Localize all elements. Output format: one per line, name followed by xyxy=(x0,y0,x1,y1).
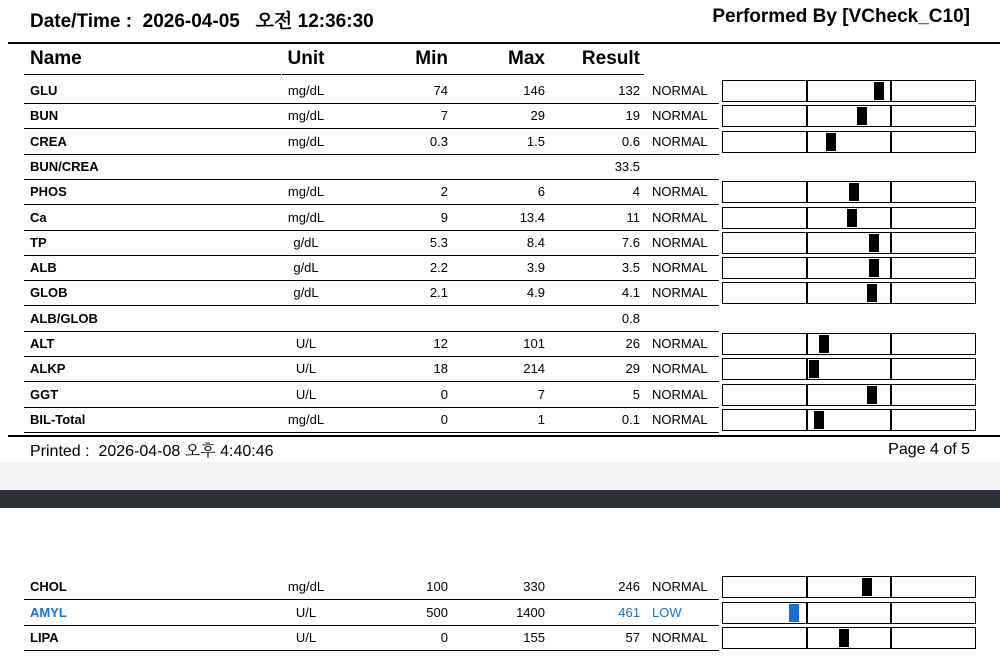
range-gauge xyxy=(722,602,976,624)
header-divider xyxy=(8,42,1000,44)
gauge-marker xyxy=(857,107,867,125)
table-row xyxy=(0,230,1000,255)
cell-result: 57 xyxy=(625,630,640,645)
gauge-range-divider xyxy=(806,577,808,597)
gauge-range-divider xyxy=(806,132,808,152)
table-row xyxy=(0,154,1000,179)
cell-status: NORMAL xyxy=(652,579,708,594)
range-gauge xyxy=(722,627,976,649)
cell-status: NORMAL xyxy=(652,285,708,301)
range-gauge xyxy=(722,576,976,598)
cell-min: 12 xyxy=(433,336,448,351)
range-gauge xyxy=(722,333,976,355)
gauge-range-divider xyxy=(890,603,892,623)
cell-unit: g/dL xyxy=(293,234,319,250)
gauge-range-divider xyxy=(890,258,892,278)
gauge-range-divider xyxy=(806,208,808,228)
table-row xyxy=(0,407,1000,432)
cell-max: 13.4 xyxy=(519,209,545,225)
range-gauge xyxy=(722,384,976,406)
row-divider xyxy=(24,650,719,651)
cell-name: ALB/GLOB xyxy=(30,310,98,326)
table-row xyxy=(0,205,1000,230)
cell-name: GGT xyxy=(30,386,59,402)
cell-min: 74 xyxy=(433,83,448,98)
cell-status: NORMAL xyxy=(652,108,708,124)
cell-result: 29 xyxy=(625,361,640,377)
gauge-range-divider xyxy=(890,81,892,101)
cell-status: NORMAL xyxy=(652,336,708,351)
cell-unit: U/L xyxy=(295,630,317,645)
page-number: Page 4 of 5 xyxy=(888,441,970,458)
cell-name: ALT xyxy=(30,336,55,351)
cell-name: AMYL xyxy=(30,604,67,620)
gauge-marker xyxy=(869,259,879,277)
cell-max: 8.4 xyxy=(526,234,545,250)
gauge-range-divider xyxy=(890,283,892,303)
table-row xyxy=(0,255,1000,280)
table-row xyxy=(0,574,1000,599)
cell-max: 29 xyxy=(530,108,545,124)
cell-name: BIL-Total xyxy=(30,411,86,427)
cell-result: 11 xyxy=(626,209,640,225)
cell-result: 4.1 xyxy=(621,285,640,301)
cell-status: NORMAL xyxy=(652,184,708,200)
cell-max: 3.9 xyxy=(526,260,545,276)
table-row xyxy=(0,129,1000,154)
gauge-marker xyxy=(867,386,877,404)
cell-status: NORMAL xyxy=(652,234,708,250)
gauge-marker xyxy=(862,578,872,596)
cell-name: Ca xyxy=(30,209,47,225)
range-gauge xyxy=(722,232,976,254)
printed-timestamp xyxy=(30,438,274,461)
header-underline xyxy=(24,74,281,75)
cell-result: 19 xyxy=(625,108,640,124)
gauge-marker xyxy=(814,411,824,429)
row-divider xyxy=(24,432,719,433)
gauge-range-divider xyxy=(806,385,808,405)
cell-name: ALKP xyxy=(30,361,66,377)
printed-value: 2026-04-08 오후 4:40:46 xyxy=(98,443,274,460)
cell-max: 330 xyxy=(523,579,545,594)
table-row xyxy=(0,382,1000,407)
cell-result: 0.1 xyxy=(621,411,640,427)
gauge-range-divider xyxy=(890,208,892,228)
cell-name: PHOS xyxy=(30,184,67,200)
col-header-max: Max xyxy=(508,48,545,69)
gauge-range-divider xyxy=(806,410,808,430)
cell-name: GLU xyxy=(30,83,58,98)
page-gap xyxy=(0,462,1000,490)
cell-min: 0 xyxy=(440,411,448,427)
cell-max: 1400 xyxy=(516,604,545,620)
cell-max: 101 xyxy=(523,336,545,351)
col-header-name: Name xyxy=(30,48,82,69)
cell-max: 155 xyxy=(523,630,545,645)
cell-min: 0 xyxy=(440,386,448,402)
gauge-range-divider xyxy=(890,334,892,354)
footer-divider xyxy=(8,435,1000,437)
cell-max: 6 xyxy=(537,184,545,200)
table-row xyxy=(0,356,1000,381)
report-datetime xyxy=(30,6,374,33)
cell-status: NORMAL xyxy=(652,133,708,149)
gauge-range-divider xyxy=(806,233,808,253)
range-gauge xyxy=(722,207,976,229)
cell-name: ALB xyxy=(30,260,57,276)
cell-status: NORMAL xyxy=(652,411,708,427)
cell-unit: g/dL xyxy=(293,260,319,276)
cell-status: NORMAL xyxy=(652,83,708,98)
col-header-unit: Unit xyxy=(287,48,325,69)
cell-unit: mg/dL xyxy=(287,133,325,149)
gauge-marker xyxy=(869,234,879,252)
cell-unit: g/dL xyxy=(293,285,319,301)
cell-status: NORMAL xyxy=(652,260,708,276)
cell-unit: U/L xyxy=(295,604,317,620)
cell-min: 2.1 xyxy=(429,285,448,301)
cell-min: 500 xyxy=(426,604,448,620)
col-header-min: Min xyxy=(415,48,448,69)
cell-status: NORMAL xyxy=(652,386,708,402)
cell-max: 1.5 xyxy=(526,133,545,149)
gauge-range-divider xyxy=(806,603,808,623)
cell-unit: mg/dL xyxy=(287,108,325,124)
cell-max: 146 xyxy=(523,83,545,98)
cell-min: 100 xyxy=(426,579,448,594)
gauge-marker xyxy=(839,629,849,647)
gauge-range-divider xyxy=(806,81,808,101)
datetime-label: Date/Time : xyxy=(30,11,133,32)
gauge-range-divider xyxy=(890,628,892,648)
range-gauge xyxy=(722,131,976,153)
cell-name: TP xyxy=(30,234,47,250)
gauge-range-divider xyxy=(806,283,808,303)
gauge-range-divider xyxy=(890,233,892,253)
cell-max: 1 xyxy=(537,411,545,427)
gauge-range-divider xyxy=(806,628,808,648)
cell-result: 3.5 xyxy=(621,260,640,276)
table-row xyxy=(0,331,1000,356)
range-gauge xyxy=(722,181,976,203)
cell-max: 4.9 xyxy=(526,285,545,301)
cell-result: 0.6 xyxy=(621,133,640,149)
cell-min: 7 xyxy=(440,108,448,124)
cell-min: 2 xyxy=(440,184,448,200)
gauge-marker xyxy=(819,335,829,353)
header-underline xyxy=(282,74,644,75)
gauge-range-divider xyxy=(890,132,892,152)
gauge-range-divider xyxy=(806,258,808,278)
gauge-marker xyxy=(874,82,884,100)
gauge-marker xyxy=(867,284,877,302)
gauge-marker xyxy=(809,360,819,378)
gauge-range-divider xyxy=(890,359,892,379)
cell-result: 132 xyxy=(618,83,640,98)
cell-unit: U/L xyxy=(295,336,317,351)
cell-status: LOW xyxy=(652,604,682,620)
table-row xyxy=(0,78,1000,103)
range-gauge xyxy=(722,257,976,279)
page-break-bar xyxy=(0,490,1000,508)
cell-result: 461 xyxy=(618,604,640,620)
cell-min: 0 xyxy=(440,630,448,645)
range-gauge xyxy=(722,105,976,127)
gauge-range-divider xyxy=(806,334,808,354)
cell-status: NORMAL xyxy=(652,630,708,645)
table-row xyxy=(0,306,1000,331)
cell-min: 2.2 xyxy=(429,260,448,276)
cell-name: BUN/CREA xyxy=(30,158,99,174)
table-row xyxy=(0,179,1000,204)
range-gauge xyxy=(722,409,976,431)
gauge-range-divider xyxy=(890,385,892,405)
cell-unit: mg/dL xyxy=(287,579,325,594)
cell-max: 7 xyxy=(537,386,545,402)
gauge-marker xyxy=(789,604,799,622)
cell-result: 7.6 xyxy=(621,234,640,250)
cell-min: 9 xyxy=(440,209,448,225)
cell-max: 214 xyxy=(523,361,545,377)
cell-result: 33.5 xyxy=(614,158,640,174)
gauge-range-divider xyxy=(806,182,808,202)
cell-result: 5 xyxy=(632,386,640,402)
cell-unit: mg/dL xyxy=(287,209,325,225)
cell-status: NORMAL xyxy=(652,209,708,225)
range-gauge xyxy=(722,358,976,380)
cell-name: LIPA xyxy=(30,630,59,645)
gauge-range-divider xyxy=(890,182,892,202)
cell-name: CREA xyxy=(30,133,67,149)
gauge-range-divider xyxy=(806,359,808,379)
performed-by: Performed By [VCheck_C10] xyxy=(712,6,970,27)
gauge-range-divider xyxy=(890,106,892,126)
cell-result: 0.8 xyxy=(621,310,640,326)
datetime-value: 2026-04-05 오전 12:36:30 xyxy=(142,11,374,32)
table-row xyxy=(0,625,1000,650)
cell-unit: mg/dL xyxy=(287,411,325,427)
cell-unit: U/L xyxy=(295,361,317,377)
table-row xyxy=(0,600,1000,625)
cell-result: 4 xyxy=(632,184,640,200)
col-header-result: Result xyxy=(581,48,640,69)
gauge-range-divider xyxy=(890,410,892,430)
table-row xyxy=(0,280,1000,305)
gauge-marker xyxy=(849,183,859,201)
cell-name: BUN xyxy=(30,108,59,124)
cell-result: 26 xyxy=(625,336,640,351)
cell-unit: mg/dL xyxy=(287,184,325,200)
gauge-range-divider xyxy=(890,577,892,597)
cell-status: NORMAL xyxy=(652,361,708,377)
cell-min: 18 xyxy=(433,361,448,377)
gauge-range-divider xyxy=(806,106,808,126)
gauge-marker xyxy=(847,209,857,227)
printed-label: Printed : xyxy=(30,443,90,460)
cell-min: 5.3 xyxy=(429,234,448,250)
cell-unit: U/L xyxy=(295,386,317,402)
cell-min: 0.3 xyxy=(429,133,448,149)
gauge-marker xyxy=(826,133,836,151)
cell-result: 246 xyxy=(618,579,640,594)
cell-name: CHOL xyxy=(30,579,67,594)
table-row xyxy=(0,103,1000,128)
range-gauge xyxy=(722,80,976,102)
cell-name: GLOB xyxy=(30,285,68,301)
range-gauge xyxy=(722,282,976,304)
cell-unit: mg/dL xyxy=(287,83,325,98)
